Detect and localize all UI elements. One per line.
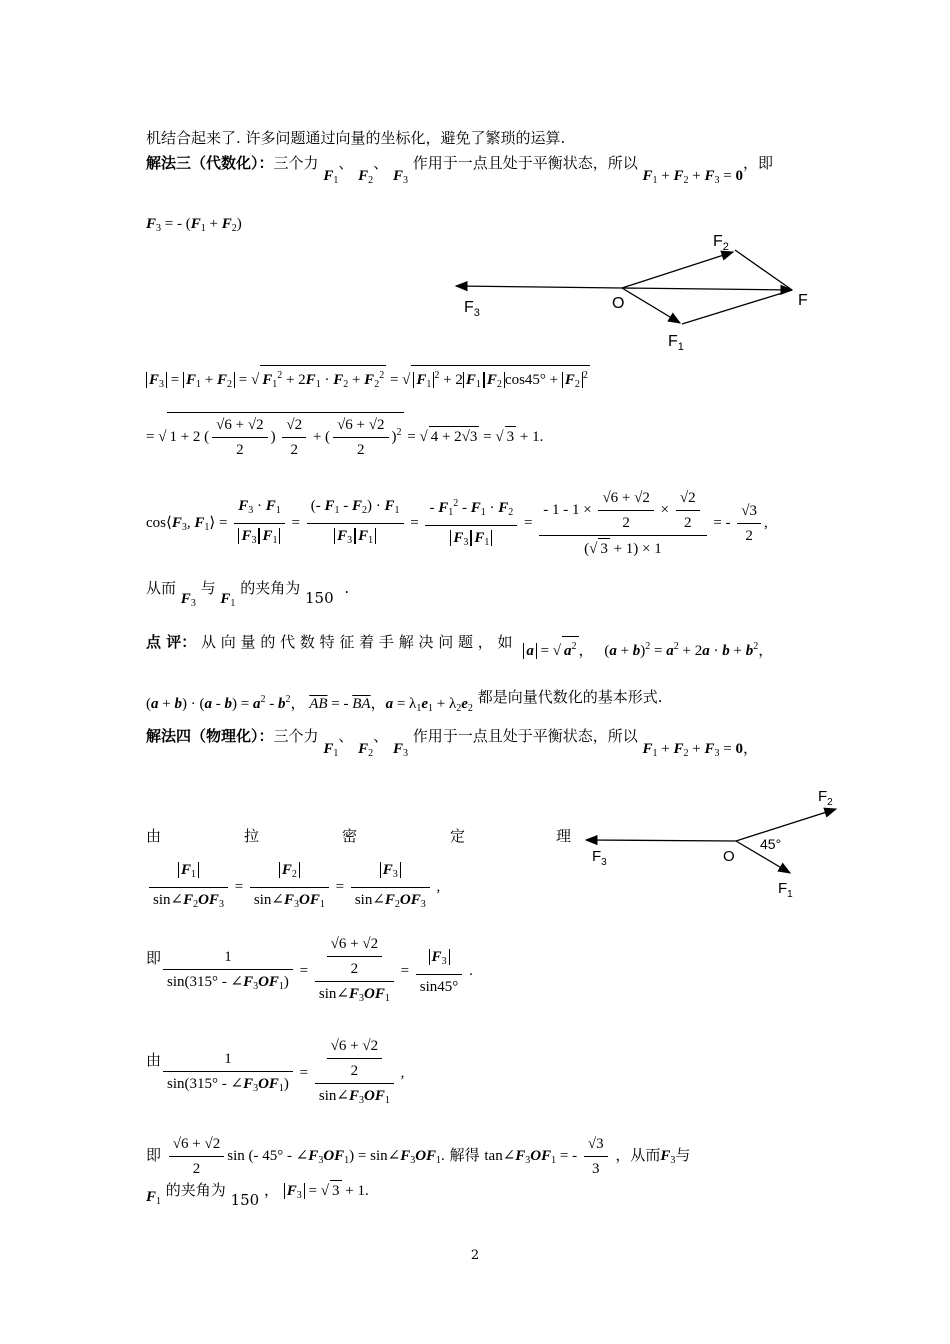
label-f2: $F_2$ <box>713 233 729 253</box>
conclusion-a: ，从而 <box>615 1145 661 1164</box>
law-char: 理 <box>556 827 572 845</box>
conclusion-pre: 从而 <box>146 579 177 597</box>
force-diagram-1 <box>440 222 840 357</box>
solve-label: 解得 <box>449 1145 480 1164</box>
angle-value: 150 <box>304 589 334 607</box>
method4-line: 解法四（物理化）：三个力 $F_1$、 $F_2$、 $F_3$ 作用于一点且处于平衡状态，所以 $F_1 + F_2 + F_3 = 0$， <box>146 727 758 759</box>
method3-conclusion: 从而 $F_3$ 与 $F_1$ 的夹角为 150 . <box>146 579 350 609</box>
law-char: 密 <box>342 827 358 845</box>
comment-line: 点 评： 从 向 量 的 代 数 特 征 着 手 解 决 问 题 ， 如 a = √ $a^2$ ， $(a + b)^2 = a^2 + 2a \cdot b + b^2$， <box>146 633 774 659</box>
ji-label: 即 <box>146 1145 162 1164</box>
method4-heading: 解法四（物理化）： <box>146 727 274 745</box>
eq-you: $\frac{1}{\sin(315^\circ - \angle F_3OF_1)}$ = $\frac{\frac{√6 + √2}{2}}{\sin\angle F_3OF_1}$ , <box>160 1036 404 1111</box>
method4-text-a: 三个力 <box>273 727 319 745</box>
vector-f3 <box>586 840 736 841</box>
parallelogram-edge <box>682 290 792 324</box>
conclusion-c: 的夹角为 <box>165 1181 226 1199</box>
vector-f3 <box>456 286 622 288</box>
eq-f3: $F_3$ = - $(F_1 + F_2)$ <box>146 216 242 234</box>
label-f3: $F_3$ <box>464 299 480 319</box>
vector-f1 <box>622 288 680 323</box>
eq-magnitude-1: $F_3 = F_1 + F_2$ = √ $F_1^2 + 2F_1 \cdot F_2 + F_2^2$ = √ $F_1^2 + 2$ $F_1$ $F_2$ $\cos 45^\circ + F_2^2$ <box>146 365 590 395</box>
sep: 、 <box>373 727 389 745</box>
law-char: 定 <box>450 827 466 845</box>
label-f3: $F_3$ <box>592 848 607 868</box>
comment-tail: 都是向量代数化的基本形式. <box>477 688 663 706</box>
ji-label: 即 <box>146 949 162 967</box>
method3-heading: 解法三（代数化）： <box>146 154 274 172</box>
sep: 、 <box>338 727 354 745</box>
vector-f2 <box>622 252 733 288</box>
eq-lami: $\frac{F_1}{\sin\angle F_2OF_3}$ = $\frac{F_2}{\sin\angle F_3OF_1}$ = $\frac{F_3}{\sin\angle F_2OF_3}$ , <box>146 860 440 915</box>
sep: 、 <box>338 154 354 172</box>
conclusion-b: 与 <box>675 1145 691 1164</box>
eq-magnitude-2: = √ 1 + 2 ( $\frac{√6 + √2}{2}$ ) $\frac{√2}{2}$ + ( $\frac{√6 + √2}{2}$ )$^2$ = √ 4 + 2√3 = √ 3 + 1. <box>146 412 543 460</box>
eq-cosine: $\cos⟨F_3$, $F_1⟩$ = $\frac{F_3 \cdot F_1}{F_3 F_1}$ = $\frac{(- F_1 - F_2) \cdot F_1}{F_3 F_1}$ = $\frac{- F_1^2 - F_1 \cdot F_2}{F_3 F_1}$ = - 1 - 1 × $\frac{√6 + √2}{2}$ × $\frac{√2}{2}$ (√ 3 + 1) × 1 = - $\frac{√3}{2}$ , <box>146 490 768 557</box>
comment-line-2: $(a + b) \cdot (a - b) = a^2 - b^2$， $\overline{AB}$ = - $\overline{BA}$，$a = \lambda_1e_1 + \lambda_2e_2$ 都是向量代数化的基本形式. <box>146 688 663 714</box>
method3-line: 解法三（代数化）：三个力 $F_1$、 $F_2$、 $F_3$ 作用于一点且处于平衡状态，所以 $F_1 + F_2 + F_3 = 0$，即 <box>146 154 773 186</box>
force-diagram-2 <box>570 785 860 900</box>
parallelogram-edge <box>735 250 792 290</box>
intro-line: 机结合起来了. 许多问题通过向量的坐标化，避免了繁琐的运算. <box>146 129 566 147</box>
conclusion-post: 的夹角为 <box>240 579 301 597</box>
eq-lami-sub: $\frac{1}{\sin(315^\circ - \angle F_3OF_1)}$ = $\frac{\frac{√6 + √2}{2}}{\sin\angle F_3OF_1}$ = $\frac{F_3}{\sin 45^\circ}$ . <box>160 934 473 1009</box>
method3-text-a: 三个力 <box>273 154 319 172</box>
label-f1: $F_1$ <box>668 333 684 353</box>
period: . <box>344 579 350 597</box>
method3-text-c: ，即 <box>742 154 773 172</box>
law-char: 拉 <box>244 827 260 845</box>
sep: 、 <box>373 154 389 172</box>
vector-f2 <box>736 809 836 841</box>
method3-text-b: 作用于一点且处于平衡状态，所以 <box>412 154 638 172</box>
you-label: 由 <box>146 1051 162 1069</box>
conclusion-mid: 与 <box>200 579 216 597</box>
comment-heading: 点 评： <box>146 633 197 651</box>
label-f2: $F_2$ <box>818 788 833 808</box>
law-char: 由 <box>146 827 162 845</box>
label-45deg: 45° <box>760 836 782 852</box>
solve-line: 即 $\frac{√6 + √2}{2}$ sin (- $45^\circ - \angle F_3OF_1$) = $\sin\angle F_3OF_1$. 解得 $\tan\angle F_3OF_1$ = - $\frac{√3}{3}$ ，从而$F_3$与 <box>146 1136 691 1177</box>
method4-text-b: 作用于一点且处于平衡状态，所以 <box>412 727 638 745</box>
label-o: O <box>723 848 735 865</box>
angle-value: 150 <box>230 1191 260 1209</box>
label-f1: $F_1$ <box>778 880 793 900</box>
label-o: O <box>612 295 625 312</box>
label-f: F <box>798 292 808 309</box>
comment-text: 从 向 量 的 代 数 特 征 着 手 解 决 问 题 ， 如 <box>201 633 513 651</box>
vector-f <box>622 288 792 290</box>
method4-conclusion: $F_1$ 的夹角为 150 ， $F_3$ = √ 3 + 1. <box>146 1181 369 1209</box>
page-number: 2 <box>470 1248 480 1263</box>
